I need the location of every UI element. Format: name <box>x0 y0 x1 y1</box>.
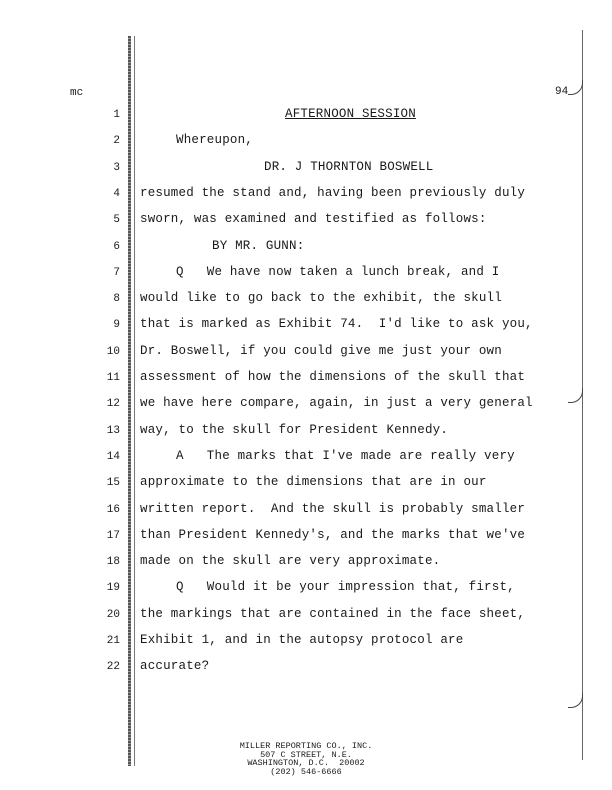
line-number: 22 <box>106 661 120 674</box>
line-text: Exhibit 1, and in the autopsy protocol are <box>140 633 464 647</box>
transcript-line <box>0 237 612 263</box>
line-number: 6 <box>113 240 120 253</box>
line-text: assessment of how the dimensions of the skull that <box>140 370 526 384</box>
line-number: 14 <box>106 450 120 463</box>
line-number: 20 <box>106 608 120 621</box>
footer-street: 507 C STREET, N.E. <box>260 749 352 760</box>
line-text: sworn, was examined and testified as follows: <box>140 212 487 227</box>
transcript-line <box>0 394 612 420</box>
line-text: DR. J THORNTON BOSWELL <box>264 159 434 174</box>
transcript-line <box>0 421 612 447</box>
line-number: 1 <box>113 109 120 121</box>
line-text: way, to the skull for President Kennedy. <box>140 422 449 437</box>
line-number: 2 <box>113 135 120 148</box>
line-text: would like to go back to the exhibit, the skull <box>140 291 502 306</box>
line-number: 8 <box>113 293 120 306</box>
line-text: resumed the stand and, having been previously duly <box>140 185 526 200</box>
line-number: 7 <box>113 266 120 279</box>
line-number: 5 <box>113 214 120 227</box>
footer-city: WASHINGTON, D.C. 20002 <box>247 758 365 768</box>
line-text: Q Would it be your impression that, first, <box>176 580 515 595</box>
line-text: Dr. Boswell, if you could give me just your own <box>140 343 502 358</box>
transcript-line <box>0 210 612 236</box>
transcript-line <box>0 105 612 131</box>
line-text: the markings that are contained in the face sheet, <box>140 606 526 621</box>
line-number: 9 <box>113 319 120 332</box>
transcript-line <box>0 657 612 683</box>
line-text: written report. And the skull is probably smaller <box>140 501 526 516</box>
transcript-line <box>0 184 612 210</box>
line-text: BY MR. GUNN: <box>212 238 305 253</box>
transcript-line <box>0 473 612 499</box>
transcript-line <box>0 342 612 368</box>
reporter-footer <box>0 742 612 776</box>
transcript-line <box>0 368 612 394</box>
line-number: 21 <box>106 635 120 647</box>
transcript-line <box>0 578 612 604</box>
transcript-line <box>0 131 612 157</box>
line-text: than President Kennedy's, and the marks that we've <box>140 527 526 542</box>
right-margin-hook <box>568 693 583 708</box>
line-number: 11 <box>106 372 120 384</box>
transcript-line <box>0 605 612 631</box>
line-text: approximate to the dimensions that are in our <box>140 475 487 490</box>
line-text: A The marks that I've made are really very <box>176 448 515 463</box>
line-number: 19 <box>106 582 120 595</box>
transcript-line <box>0 526 612 552</box>
right-margin-hook <box>568 80 583 95</box>
transcript-line <box>0 447 612 473</box>
line-text: that is marked as Exhibit 74. I'd like to ask you, <box>140 317 533 332</box>
transcript-line <box>0 500 612 526</box>
line-text: accurate? <box>140 659 210 674</box>
transcript-line <box>0 158 612 184</box>
transcript-line <box>0 289 612 315</box>
footer-company: MILLER REPORTING CO., INC. <box>239 741 373 751</box>
line-text: AFTERNOON SESSION <box>285 107 416 121</box>
transcript-line <box>0 631 612 657</box>
line-number: 13 <box>106 424 120 437</box>
line-text: Q We have now taken a lunch break, and I <box>176 264 500 279</box>
reporter-initials: mc <box>70 87 84 99</box>
line-number: 18 <box>106 556 120 569</box>
line-number: 10 <box>106 345 120 358</box>
transcript-line <box>0 263 612 289</box>
line-number: 12 <box>106 398 120 411</box>
line-number: 16 <box>106 503 120 516</box>
line-text: we have here compare, again, in just a very general <box>140 396 533 411</box>
transcript-line <box>0 552 612 578</box>
page-number: 94 <box>555 86 569 98</box>
line-number: 3 <box>113 161 120 174</box>
line-number: 15 <box>106 477 120 490</box>
transcript-line <box>0 315 612 341</box>
line-text: made on the skull are very approximate. <box>140 554 441 569</box>
line-text: Whereupon, <box>176 133 254 148</box>
line-number: 4 <box>113 187 120 200</box>
line-number: 17 <box>106 529 120 542</box>
footer-phone: (202) 546-6666 <box>270 766 342 777</box>
